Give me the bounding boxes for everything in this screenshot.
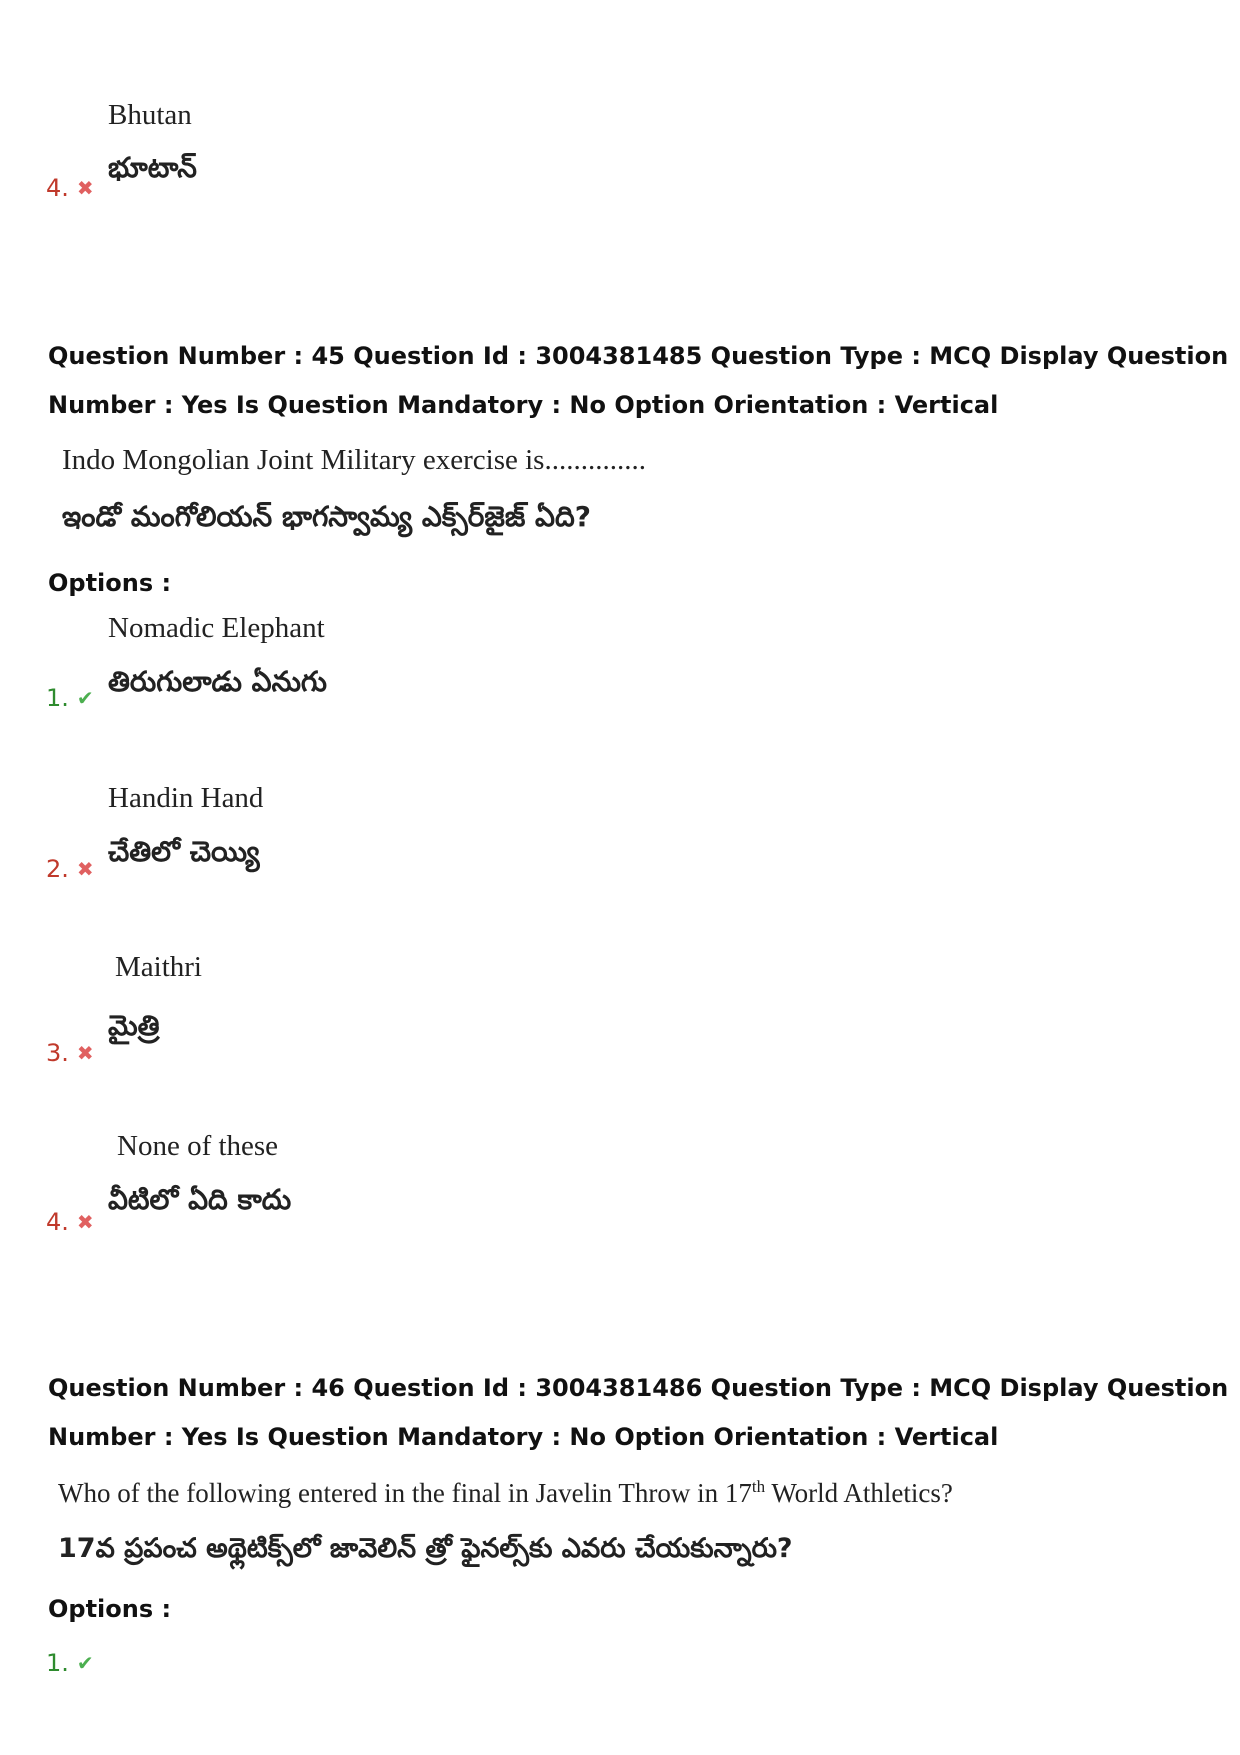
q46-option-1-marker <box>46 1651 94 1675</box>
q45-question-telugu: ఇండో మంగోలియన్ భాగస్వామ్య ఎక్స్‌ర్‌జైజ్ ఏది? <box>62 500 591 533</box>
cross-icon: ✖ <box>76 857 94 881</box>
check-icon: ✔ <box>76 686 94 710</box>
q46-meta-line1: Question Number : 46 Question Id : 3004381486 Question Type : MCQ Display Question <box>48 1374 1229 1402</box>
option-number: 3. <box>46 1039 69 1067</box>
q46-meta-line2: Number : Yes Is Question Mandatory : No Option Orientation : Vertical <box>48 1423 999 1451</box>
cross-icon: ✖ <box>76 1210 94 1234</box>
q46-question-english <box>58 1478 953 1507</box>
q45-option-3-telugu: మైత్రి <box>108 1009 160 1042</box>
q46-question-telugu: 17వ ప్రపంచ అథ్లెటిక్స్‌లో జావెలిన్ త్రో ఫైనల్స్‌కు ఎవరు చేయకున్నారు? <box>58 1533 793 1564</box>
q45-option-3-english: Maithri <box>115 951 202 983</box>
prev-option-4-telugu: భూటాన్ <box>108 151 197 184</box>
prev-option-4-marker <box>46 176 94 200</box>
q45-option-4-english: None of these <box>117 1130 279 1162</box>
option-number: 1. <box>46 684 69 712</box>
q45-meta-line1: Question Number : 45 Question Id : 3004381485 Question Type : MCQ Display Question <box>48 342 1229 370</box>
cross-icon: ✖ <box>76 1041 94 1065</box>
q46-question-superscript: th <box>751 1477 766 1496</box>
option-number: 2. <box>46 855 69 883</box>
q45-option-4-marker <box>46 1210 94 1234</box>
q45-option-1-telugu: తిరుగులాడు ఏనుగు <box>108 665 327 698</box>
q45-option-2-telugu: చేతిలో చెయ్యి <box>108 835 260 868</box>
q45-option-4-telugu: వీటిలో ఏది కాదు <box>108 1183 292 1216</box>
q45-option-3-marker <box>46 1041 94 1065</box>
q45-options-label: Options : <box>48 569 172 597</box>
q45-option-1-english: Nomadic Elephant <box>108 612 325 644</box>
option-number: 1. <box>46 1649 69 1677</box>
q46-question-text-end: World Athletics? <box>765 1478 953 1508</box>
q45-option-1-marker <box>46 686 94 710</box>
q46-options-label: Options : <box>48 1595 172 1623</box>
option-number: 4. <box>46 1208 69 1236</box>
cross-icon: ✖ <box>76 176 94 200</box>
q45-question-english: Indo Mongolian Joint Military exercise is.............. <box>62 444 646 476</box>
check-icon: ✔ <box>76 1651 94 1675</box>
option-number: 4. <box>46 174 69 202</box>
prev-option-4-english: Bhutan <box>108 99 192 131</box>
q45-meta-line2: Number : Yes Is Question Mandatory : No Option Orientation : Vertical <box>48 391 999 419</box>
q45-option-2-english: Handin Hand <box>108 782 264 814</box>
q45-option-2-marker <box>46 857 94 881</box>
q46-question-text: Who of the following entered in the final in Javelin Throw in 17 <box>58 1478 752 1508</box>
